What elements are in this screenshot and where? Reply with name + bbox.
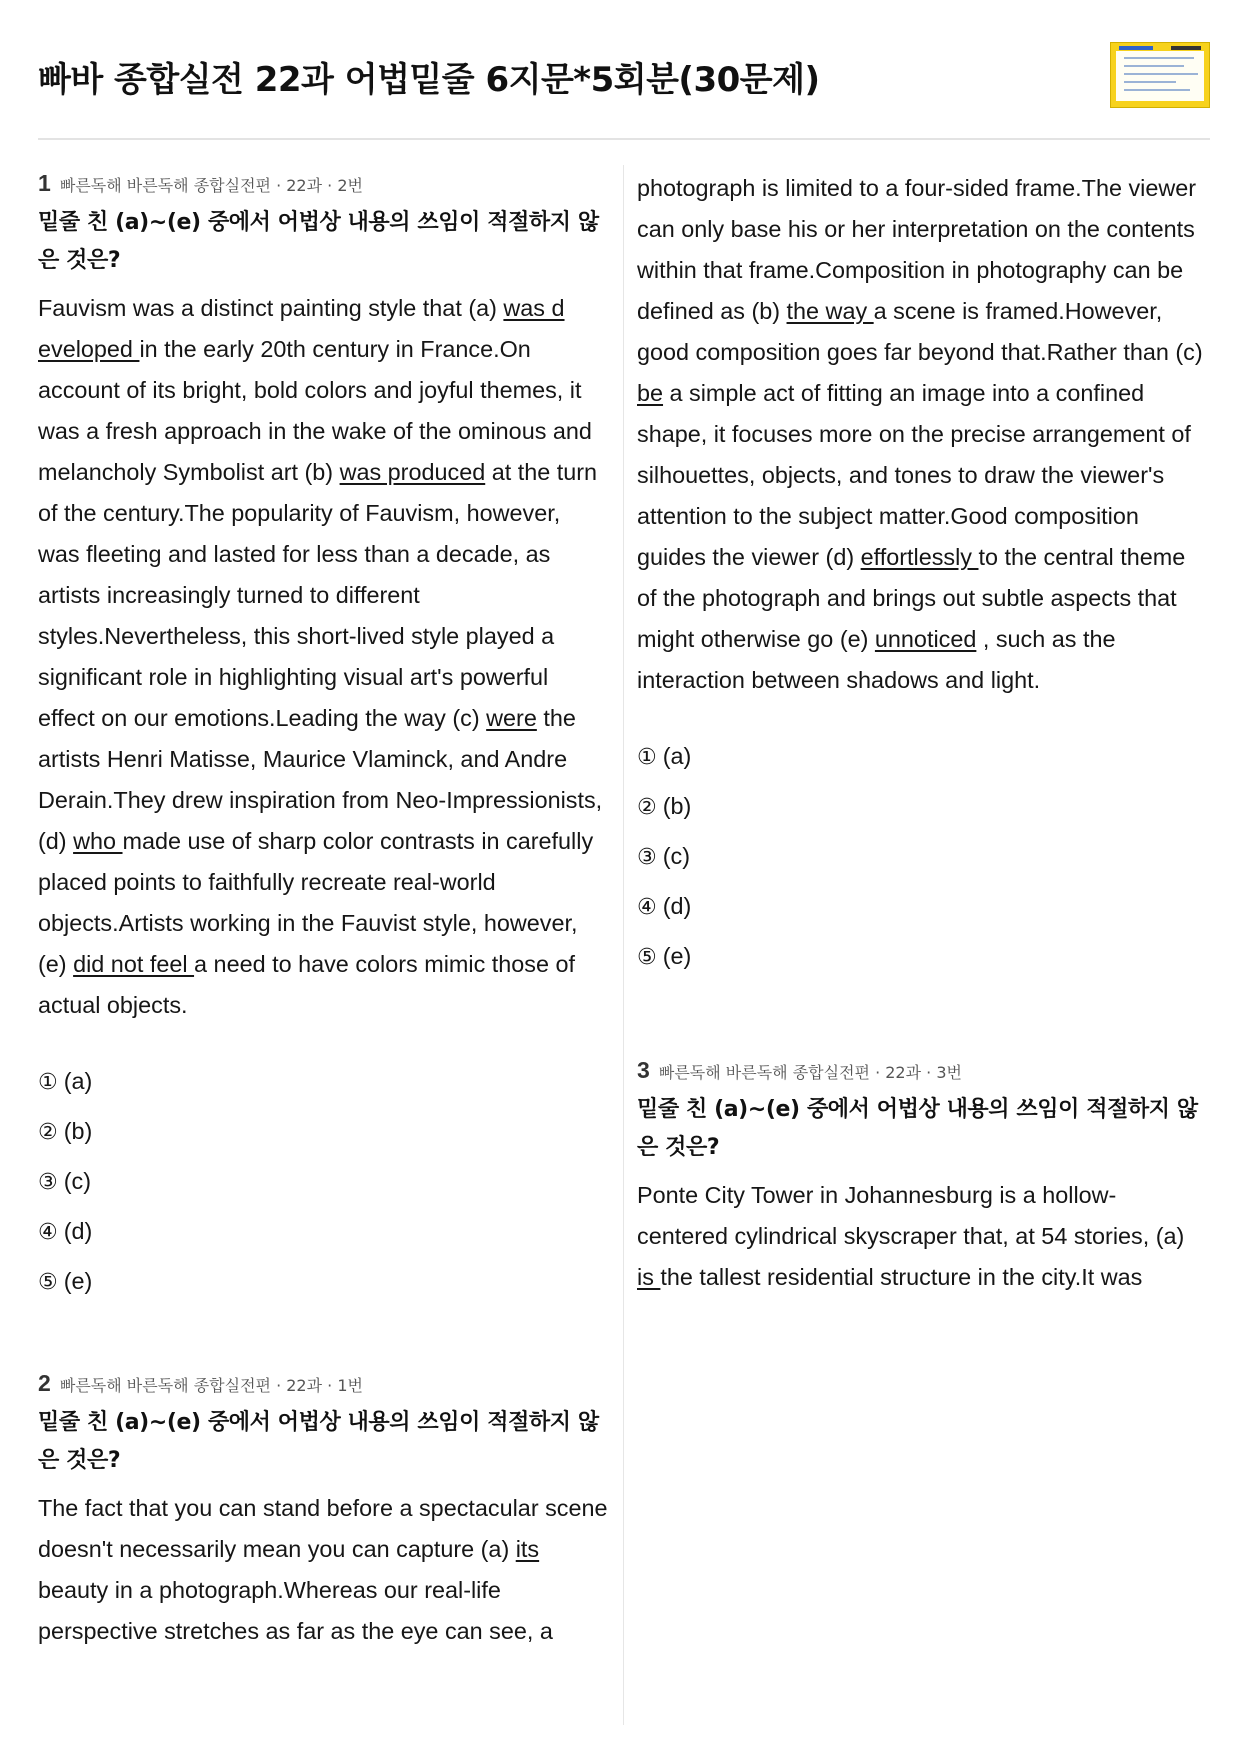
passage-segment: made use of sharp color contrasts in carefully placed points to faithfully recreate real-world objects.Artists working in the Fauvist style, however, (e) [38, 828, 594, 977]
passage-segment: at the turn of the century.The popularity of Fauvism, however, was fleeting and lasted for less than a decade, as artists increasingly turned to different styles.Nevertheless, this short-lived style played a significant role in highlighting visual art's powerful effect on our emotions.Leading the way (c) [38, 459, 598, 731]
underlined-phrase: unnoticed [874, 626, 977, 652]
question-number: 3 [637, 1057, 650, 1083]
choice-number: ④ [637, 895, 657, 920]
choice-number: ③ [38, 1170, 58, 1195]
passage-segment: , such as the interaction between shadows and light. [637, 626, 1116, 693]
question-number: 2 [38, 1370, 51, 1396]
passage-text [38, 1488, 608, 1652]
answer-choices [637, 731, 1207, 981]
question-2 [38, 1368, 608, 1652]
header-divider [38, 138, 1210, 140]
question-2-continued [637, 168, 1207, 981]
answer-choices [38, 1056, 608, 1306]
answer-choice[interactable] [38, 1056, 608, 1106]
passage-text [637, 1175, 1207, 1298]
passage-segment: The fact that you can stand before a spectacular scene doesn't necessarily mean you can capture (a) [38, 1495, 608, 1562]
question-3 [637, 1055, 1207, 1298]
underlined-phrase: its [515, 1536, 540, 1562]
choice-number: ⑤ [38, 1270, 58, 1295]
choice-number: ⑤ [637, 945, 657, 970]
choice-label: (b) [662, 793, 692, 819]
underlined-phrase: effortlessly [860, 544, 979, 570]
choice-label: (c) [662, 843, 691, 869]
choice-label: (e) [63, 1268, 93, 1294]
underlined-phrase: were [486, 705, 537, 731]
choice-number: ① [38, 1070, 58, 1095]
answer-choice[interactable] [637, 731, 1207, 781]
choice-label: (c) [63, 1168, 92, 1194]
question-1 [38, 168, 608, 1306]
passage-text [637, 168, 1207, 701]
choice-label: (a) [662, 743, 692, 769]
passage-segment: a need to have colors mimic those of actual objects. [38, 951, 575, 1018]
underlined-phrase: who [73, 828, 123, 854]
passage-segment: a simple act of fitting an image into a confined shape, it focuses more on the precise arrangement of silhouettes, objects, and tones to draw the viewer's attention to the subject matter.Good composition guides the viewer (d) [637, 380, 1191, 570]
column-divider [623, 165, 624, 1725]
underlined-phrase: is [637, 1264, 661, 1290]
passage-segment: the artists Henri Matisse, Maurice Vlaminck, and Andre Derain.They drew inspiration from Neo-Impressionists, (d) [38, 705, 603, 854]
choice-label: (e) [662, 943, 692, 969]
passage-segment: Ponte City Tower in Johannesburg is a hollow-centered cylindrical skyscraper that, at 54 stories, (a) [637, 1182, 1185, 1249]
choice-number: ④ [38, 1220, 58, 1245]
answer-choice[interactable] [637, 781, 1207, 831]
answer-choice[interactable] [637, 931, 1207, 981]
question-prompt: 밑줄 친 (a)∼(e) 중에서 어법상 내용의 쓰임이 적절하지 않은 것은? [38, 210, 599, 273]
question-prompt: 밑줄 친 (a)∼(e) 중에서 어법상 내용의 쓰임이 적절하지 않은 것은? [637, 1097, 1198, 1160]
answer-choice[interactable] [38, 1206, 608, 1256]
question-meta [637, 1055, 1207, 1085]
right-column [637, 168, 1207, 1298]
passage-segment: the tallest residential structure in the city.It was [660, 1264, 1143, 1290]
choice-label: (b) [63, 1118, 93, 1144]
question-number: 1 [38, 170, 51, 196]
page-header [38, 38, 1210, 138]
question-meta [38, 1368, 608, 1398]
passage-segment: Fauvism was a distinct painting style that (a) [38, 295, 504, 321]
underlined-phrase: be [637, 380, 664, 406]
choice-number: ② [38, 1120, 58, 1145]
underlined-phrase: was produced [339, 459, 486, 485]
answer-choice[interactable] [38, 1256, 608, 1306]
question-meta [38, 168, 608, 198]
left-column [38, 168, 608, 1652]
passage-segment: in the early 20th century in France.On account of its bright, bold colors and joyful themes, it was a fresh approach in the wake of the ominous and melancholy Symbolist art (b) [38, 336, 592, 485]
underlined-phrase: the way [786, 298, 874, 324]
choice-label: (d) [662, 893, 692, 919]
question-source: 빠른독해 바른독해 종합실전편 · 22과 · 2번 [59, 176, 363, 195]
underlined-phrase: was d eveloped [38, 295, 565, 362]
choice-number: ① [637, 745, 657, 770]
passage-segment: a scene is framed.However, good composition goes far beyond that.Rather than (c) [637, 298, 1203, 365]
passage-segment: to the central theme of the photograph and brings out subtle aspects that might otherwise go (e) [637, 544, 1186, 652]
page-title: 빠바 종합실전 22과 어법밑줄 6지문*5회분(30문제) [38, 60, 820, 100]
choice-number: ③ [637, 845, 657, 870]
passage-segment: beauty in a photograph.Whereas our real-life perspective stretches as far as the eye can see, a [38, 1577, 553, 1644]
choice-label: (a) [63, 1068, 93, 1094]
choice-label: (d) [63, 1218, 93, 1244]
answer-choice[interactable] [637, 881, 1207, 931]
answer-choice[interactable] [637, 831, 1207, 881]
answer-choice[interactable] [38, 1156, 608, 1206]
worksheet-thumbnail [1110, 42, 1210, 108]
underlined-phrase: did not feel [73, 951, 195, 977]
choice-number: ② [637, 795, 657, 820]
passage-text [38, 288, 608, 1026]
question-source: 빠른독해 바른독해 종합실전편 · 22과 · 1번 [59, 1376, 363, 1395]
question-prompt: 밑줄 친 (a)∼(e) 중에서 어법상 내용의 쓰임이 적절하지 않은 것은? [38, 1410, 599, 1473]
passage-segment: photograph is limited to a four-sided frame.The viewer can only base his or her interpretation on the contents within that frame.Composition in photography can be defined as (b) [637, 175, 1197, 324]
question-source: 빠른독해 바른독해 종합실전편 · 22과 · 3번 [658, 1063, 962, 1082]
answer-choice[interactable] [38, 1106, 608, 1156]
